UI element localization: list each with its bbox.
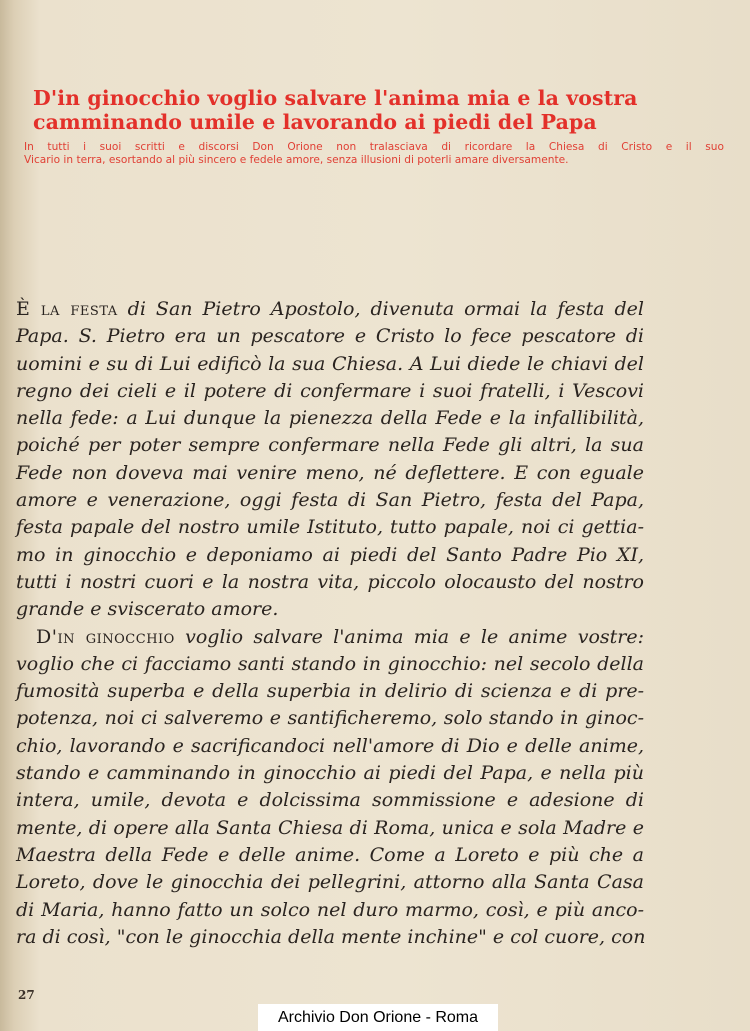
text-line: poiché per poter sempre confermare nella Fede gli altri, la sua xyxy=(16,434,644,457)
text-line: uomini e su di Lui edificò la sua Chiesa. A Lui diede le chiavi del xyxy=(16,352,644,375)
intro-line-2: Vicario in terra, esortando al più sincero e fedele amore, senza illusioni di poterli amare diversamente. xyxy=(24,153,569,166)
intro-line-1: In tutti i suoi scritti e discorsi Don Orione non tralasciava di ricordare la Chiesa di Cristo e il suo xyxy=(24,141,724,153)
text-line: mo in ginocchio e deponiamo ai piedi del Santo Padre Pio XI, xyxy=(16,543,644,566)
text-line xyxy=(16,296,644,323)
heading-line-1: D'in ginocchio voglio salvare l'anima mia e la vostra xyxy=(33,86,638,110)
text-line: regno dei cieli e il potere di confermare i suoi fratelli, i Vescovi xyxy=(16,379,644,402)
text-line: tutti i nostri cuori e la nostra vita, piccolo olocausto del nostro xyxy=(16,570,644,593)
text-line: Loreto, dove le ginocchia dei pellegrini, attorno alla Santa Casa xyxy=(16,871,644,894)
paragraph-2 xyxy=(16,624,644,651)
text-line xyxy=(36,624,644,651)
text-line: Fede non doveva mai venire meno, né deflettere. E con eguale xyxy=(16,461,644,484)
body-text xyxy=(16,296,644,951)
text-fragment: di San Pietro Apostolo, divenuta ormai la festa del xyxy=(117,298,644,320)
text-line: Maestra della Fede e delle anime. Come a Loreto e più che a xyxy=(16,843,644,866)
archive-watermark: Archivio Don Orione - Roma xyxy=(258,1004,498,1031)
text-line: festa papale del nostro umile Istituto, tutto papale, noi ci gettia- xyxy=(16,516,644,539)
text-line: intera, umile, devota e dolcissima sommissione e adesione di xyxy=(16,789,644,812)
text-line: stando e camminando in ginocchio ai piedi del Papa, e nella più xyxy=(16,762,644,785)
paragraph-2-continued xyxy=(16,651,644,951)
paragraph-lead: È la festa xyxy=(16,298,118,320)
text-line: grande e sviscerato amore. xyxy=(16,598,279,621)
paragraph-1 xyxy=(16,296,644,624)
text-line: nella fede: a Lui dunque la pienezza della Fede e la infallibilità, xyxy=(16,407,644,430)
text-fragment: voglio salvare l'anima mia e le anime vostre: xyxy=(174,625,644,648)
text-line: potenza, noi ci salveremo e santificheremo, solo stando in ginoc- xyxy=(16,707,644,730)
text-line: fumosità superba e della superbia in delirio di scienza e di pre- xyxy=(16,680,644,703)
page-number: 27 xyxy=(18,988,35,1002)
text-line: amore e venerazione, oggi festa di San Pietro, festa del Papa, xyxy=(16,489,644,512)
intro-summary xyxy=(24,141,724,166)
chapter-heading xyxy=(33,86,723,134)
heading-line-2: camminando umile e lavorando ai piedi del Papa xyxy=(33,110,597,134)
text-line: Papa. S. Pietro era un pescatore e Cristo lo fece pescatore di xyxy=(16,325,644,348)
text-line: ra di così, "con le ginocchia della mente inchine" e col cuore, con xyxy=(16,925,646,948)
text-line: chio, lavorando e sacrificandoci nell'amore di Dio e delle anime, xyxy=(16,734,644,757)
text-line: voglio che ci facciamo santi stando in ginocchio: nel secolo della xyxy=(16,652,644,675)
paragraph-lead: D'in ginocchio xyxy=(36,625,175,648)
text-line: mente, di opere alla Santa Chiesa di Roma, unica e sola Madre e xyxy=(16,816,644,839)
text-line: di Maria, hanno fatto un solco nel duro marmo, così, e più anco- xyxy=(16,898,644,921)
